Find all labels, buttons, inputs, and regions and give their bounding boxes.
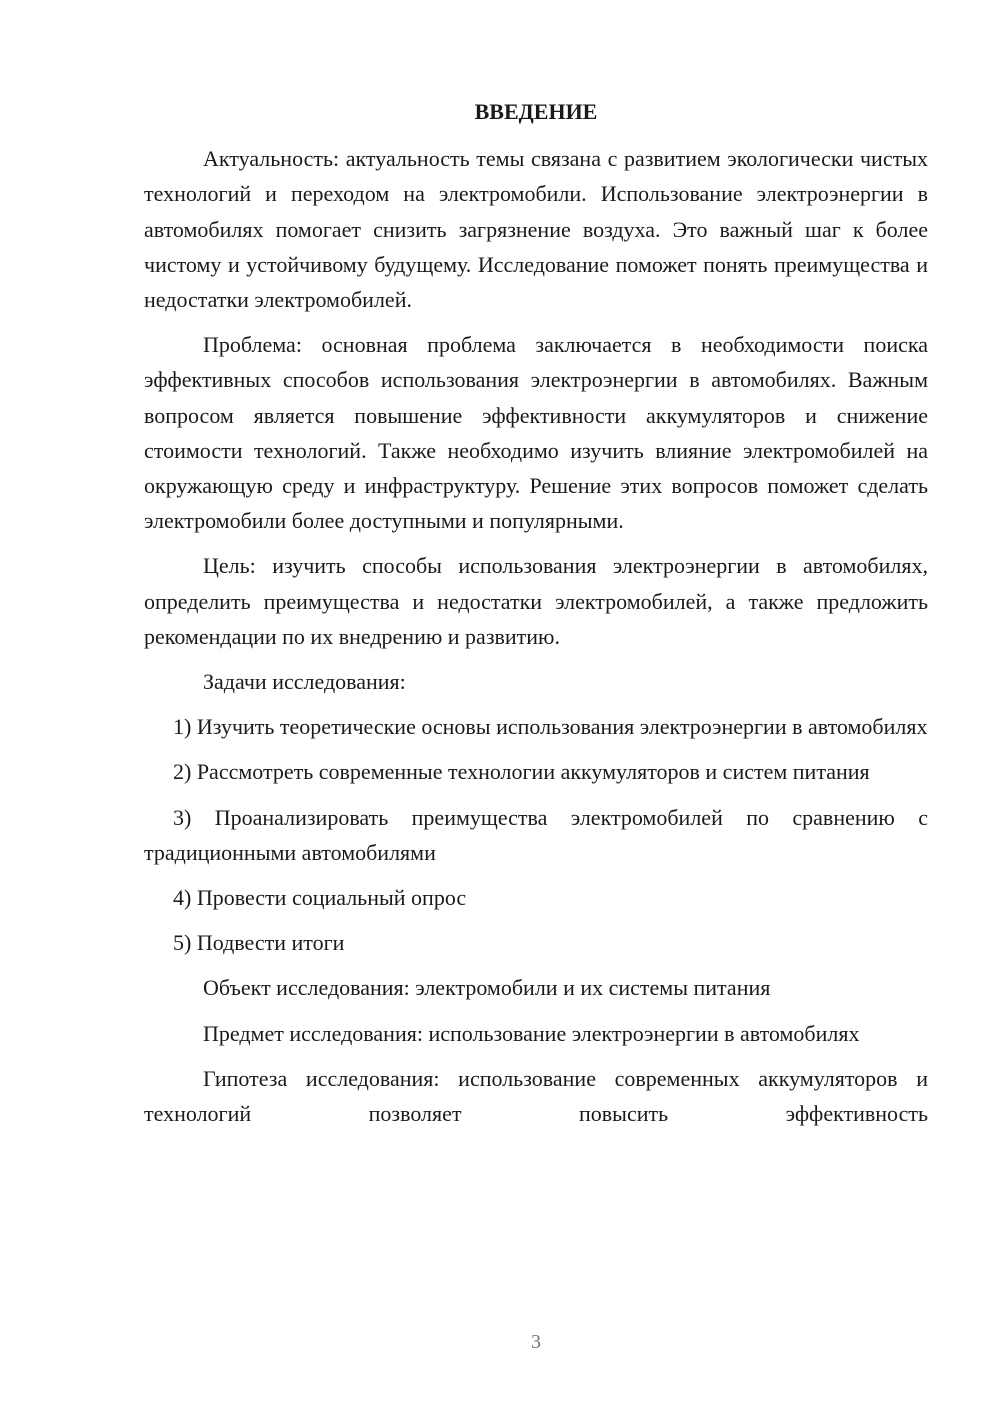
page-title: ВВЕДЕНИЕ — [474, 99, 598, 124]
task-item-4: 4) Провести социальный опрос — [173, 885, 467, 911]
task-item-2: 2) Рассмотреть современные технологии аккумуляторов и систем питания — [173, 759, 870, 785]
task-item-1: 1) Изучить теоретические основы использования электроэнергии в автомобилях — [173, 714, 928, 740]
hypothesis-paragraph: Гипотеза исследования: использование современных аккумуляторов и технологий позволяет повысить эффективность — [144, 1065, 928, 1127]
subject-paragraph: Предмет исследования: использование электроэнергии в автомобилях — [203, 1020, 860, 1046]
goal-paragraph: Цель: изучить способы использования электроэнергии в автомобилях, определить преимущества и недостатки электромобилей, а также предложить рекомендации по их внедрению и развитию. — [144, 553, 928, 649]
problem-paragraph: Проблема: основная проблема заключается в необходимости поиска эффективных способов использования электроэнергии в автомобилях. Важным вопросом является повышение эффективности аккумуляторов и снижение стоимости технологий. Также необходимо изучить влияние электромобилей на окружающую среду и инфраструктуру. Решение этих вопросов поможет сделать электромобили более доступными и популярными. — [144, 332, 928, 534]
task-item-5: 5) Подвести итоги — [173, 930, 345, 956]
tasks-heading: Задачи исследования: — [203, 669, 406, 695]
page-number: 3 — [531, 1331, 541, 1353]
object-paragraph: Объект исследования: электромобили и их системы питания — [203, 975, 771, 1001]
relevance-paragraph: Актуальность: актуальность темы связана с развитием экологически чистых технологий и переходом на электромобили. Использование электроэнергии в автомобилях помогает снизить загрязнение воздуха. Это важный шаг к более чистому и устойчивому будущему. Исследование поможет понять преимущества и недостатки электромобилей. — [144, 146, 928, 313]
page-content — [144, 94, 928, 1141]
task-item-3: 3) Проанализировать преимущества электромобилей по сравнению с традиционными автомобилями — [144, 804, 928, 865]
